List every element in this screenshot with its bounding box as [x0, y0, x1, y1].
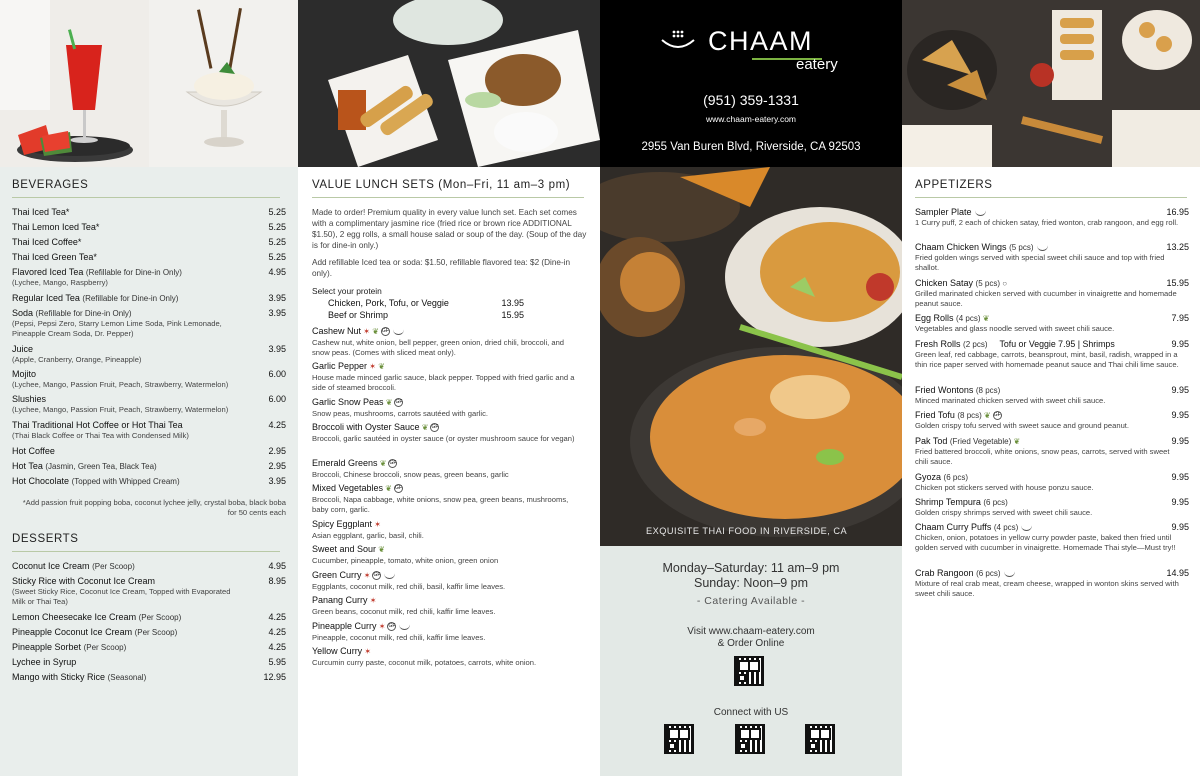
beverage-price: 5.25 — [268, 222, 286, 232]
dessert-price: 4.95 — [268, 561, 286, 571]
info-panel — [600, 0, 902, 776]
icecream-photo — [149, 0, 298, 167]
beverage-price: 3.95 — [268, 308, 286, 318]
beverage-name-text: Juice — [12, 344, 34, 354]
beverage-note: (Refillable for Dine-in Only) — [85, 268, 182, 277]
beverage-item — [12, 222, 286, 233]
dish-name-text: Sweet and Sour — [312, 544, 377, 554]
appetizer-price: 9.95 — [1171, 339, 1189, 349]
beverage-name-text: Thai Traditional Hot Coffee or Hot Thai Tea — [12, 420, 183, 430]
dish-item-desc: Broccoli, Napa cabbage, white onions, snow pea, green beans, mushrooms, baby corn, garlic. — [312, 495, 569, 514]
appetizer-name-text: Chicken Satay — [915, 278, 974, 288]
beverage-price: 2.95 — [268, 446, 286, 456]
appetizer-item — [915, 522, 1189, 533]
appetizer-desc: Fried golden wings served with special sweet chili sauce and top with fried shallot. — [915, 253, 1165, 272]
vegan-leaf-icon: ❦ — [1011, 437, 1021, 446]
dish-item-name — [312, 483, 403, 493]
appetizer-name — [915, 568, 1015, 579]
appetizers-photo — [902, 0, 1200, 167]
appetizer-name — [915, 278, 1007, 289]
dish-name-text: Mixed Vegetables — [312, 483, 384, 493]
dessert-price: 4.25 — [268, 642, 286, 652]
dish-item-name — [312, 544, 385, 554]
beverage-price: 5.25 — [268, 252, 286, 262]
dessert-name — [12, 657, 76, 668]
dish-name-text: Emerald Greens — [312, 458, 378, 468]
protein-name: Beef or Shrimp — [328, 310, 389, 320]
dessert-note: (Per Scoop) — [134, 628, 178, 637]
dish-name-text: Spicy Eggplant — [312, 519, 373, 529]
dessert-note: (Per Scoop) — [92, 562, 135, 571]
beverage-price: 3.95 — [268, 476, 286, 486]
dish-item-desc: Pineapple, coconut milk, red chili, kaffir lime leaves. — [312, 633, 486, 642]
appetizer-item — [915, 385, 1189, 396]
appetizer-name — [915, 410, 1002, 421]
protein-option — [328, 310, 524, 321]
brand-name: CHAAM — [708, 26, 814, 56]
appetizer-desc: 1 Curry puff, 2 each of chicken satay, fried wonton, crab rangoon, and egg roll. — [915, 218, 1179, 227]
social-qr-code-2[interactable] — [735, 724, 765, 754]
beverage-item — [12, 420, 286, 431]
brand-sub: eatery — [796, 56, 838, 73]
beverage-item — [12, 207, 286, 218]
appetizers-illustration — [902, 0, 1200, 167]
appetizer-name — [915, 472, 968, 483]
dish-name-text: Garlic Snow Peas — [312, 397, 384, 407]
dessert-name — [12, 576, 155, 587]
appetizer-name-text: Egg Rolls — [915, 313, 954, 323]
appetizer-note: (8 pcs) — [957, 411, 982, 420]
dish-item-desc: House made minced garlic sauce, black pepper. Topped with fried garlic and a side of steamed broccoli. — [312, 373, 575, 392]
gluten-free-icon: GF — [431, 424, 439, 431]
dessert-price: 5.95 — [268, 657, 286, 667]
food-photo — [600, 167, 902, 546]
beverage-price: 2.95 — [268, 461, 286, 471]
appetizer-price: 14.95 — [1166, 568, 1189, 578]
gluten-free-icon: GF — [389, 460, 397, 467]
dessert-name-text: Sticky Rice with Coconut Ice Cream — [12, 576, 156, 586]
beverage-name-text: Soda — [12, 308, 34, 318]
beverage-name — [12, 308, 132, 319]
beverage-name-text: Mojito — [12, 369, 37, 379]
beverage-name-text: Hot Chocolate — [12, 476, 70, 486]
dessert-item — [12, 576, 286, 587]
beverage-item — [12, 252, 286, 263]
dish-item-name — [312, 422, 439, 432]
drink-illustration — [0, 0, 149, 167]
beverage-name — [12, 461, 157, 472]
gluten-free-icon: GF — [388, 623, 396, 630]
beverage-price: 4.25 — [268, 420, 286, 430]
beverage-item — [12, 344, 286, 355]
appetizer-name-text: Fried Wontons — [915, 385, 974, 395]
appetizer-note: (4 pcs) — [993, 523, 1019, 532]
beverage-sub: (Lychee, Mango, Passion Fruit, Peach, Strawberry, Watermelon) — [12, 405, 229, 414]
beverage-name-text: Thai Lemon Iced Tea* — [12, 222, 100, 232]
appetizer-price: 9.95 — [1171, 472, 1189, 482]
appetizer-desc: Grilled marinated chicken served with cucumber in vinaigrette and homemade peanut sauce. — [915, 289, 1177, 308]
signature-smile-icon — [1004, 570, 1015, 577]
dessert-price: 12.95 — [263, 672, 286, 682]
beverage-note: (Refillable for Dine-in Only) — [82, 294, 179, 303]
chili-icon: ✶ — [372, 520, 381, 529]
gluten-free-icon: GF — [381, 328, 389, 335]
beverage-name — [12, 252, 97, 263]
beverage-price: 6.00 — [268, 369, 286, 379]
beverage-item — [12, 446, 286, 457]
dish-item-desc: Curcumin curry paste, coconut milk, potatoes, carrots, white onion. — [312, 658, 537, 667]
vegan-leaf-icon: ❦ — [981, 411, 991, 420]
dish-item-desc: Cucumber, pineapple, tomato, white onion, green onion — [312, 556, 499, 565]
beverage-price: 5.25 — [268, 207, 286, 217]
logo-icon — [658, 28, 698, 54]
appetizer-item — [915, 568, 1189, 579]
dish-name-text: Garlic Pepper — [312, 361, 368, 371]
order-qr-code[interactable] — [734, 656, 764, 686]
appetizer-name — [915, 522, 1032, 533]
beverage-item — [12, 369, 286, 380]
dessert-note: (Per Scoop) — [83, 643, 127, 652]
dish-name-text: Cashew Nut — [312, 326, 362, 336]
appetizer-price: 15.95 — [1166, 278, 1189, 288]
dessert-price: 4.25 — [268, 612, 286, 622]
beverage-name — [12, 476, 180, 487]
appetizer-price: 9.95 — [1171, 385, 1189, 395]
appetizer-note: (8 pcs) — [975, 386, 1001, 395]
satay-icon: ○ — [1000, 279, 1008, 288]
beverage-item — [12, 293, 286, 304]
food-illustration — [600, 167, 902, 546]
dish-item-desc: Snow peas, mushrooms, carrots sautéed with garlic. — [312, 409, 488, 418]
appetizer-name — [915, 385, 1000, 396]
dessert-name — [12, 561, 135, 572]
social-qr-code-1[interactable] — [664, 724, 694, 754]
protein-price: 15.95 — [501, 310, 524, 320]
appetizer-note: (2 pcs) — [963, 340, 988, 349]
protein-label: Select your protein — [312, 286, 382, 296]
address: 2955 Van Buren Blvd, Riverside, CA 92503 — [641, 141, 861, 153]
beverage-name — [12, 420, 183, 431]
appetizer-name-text: Pak Tod — [915, 436, 948, 446]
appetizer-desc: Fried battered broccoli, white onions, snow peas, carrots, served with sweet chili sauce. — [915, 447, 1170, 466]
vegan-leaf-icon: ❦ — [376, 545, 385, 554]
lunch-title: VALUE LUNCH SETS (Mon–Fri, 11 am–3 pm) — [312, 179, 571, 191]
appetizer-name-text: Gyoza — [915, 472, 942, 482]
dessert-item — [12, 627, 286, 638]
vegan-leaf-icon: ❦ — [375, 362, 385, 371]
dish-item-name — [312, 397, 403, 407]
beverage-name-text: Hot Tea — [12, 461, 43, 471]
photo-caption: EXQUISITE THAI FOOD IN RIVERSIDE, CA — [646, 526, 848, 536]
dish-item-name — [312, 326, 404, 336]
dish-name-text: Pineapple Curry — [312, 621, 377, 631]
beverages-panel — [0, 0, 298, 776]
beverage-item — [12, 308, 286, 319]
dish-name-text: Broccoli with Oyster Sauce — [312, 422, 420, 432]
dish-item-desc: Cashew nut, white onion, bell pepper, green onion, dried chili, broccoli, and snow peas. (Comes with sliced meat only). — [312, 338, 565, 357]
beverages-rule — [12, 197, 280, 198]
lunch-illustration — [298, 0, 600, 167]
dessert-name-text: Lychee in Syrup — [12, 657, 77, 667]
chili-icon: ✶ — [376, 622, 386, 631]
signature-smile-icon — [975, 209, 986, 216]
beverage-name — [12, 344, 33, 355]
appetizer-note: (6 pcs) — [943, 473, 968, 482]
dessert-name — [12, 627, 177, 638]
appetizer-item — [915, 207, 1189, 218]
gluten-free-icon: GF — [993, 412, 1001, 419]
lunch-rule — [312, 197, 584, 198]
beverage-name-text: Thai Iced Coffee* — [12, 237, 82, 247]
beverage-price: 3.95 — [268, 344, 286, 354]
beverage-name — [12, 446, 55, 457]
appetizer-name-text: Chaam Chicken Wings — [915, 242, 1007, 252]
catering-note: - Catering Available - — [696, 595, 806, 607]
appetizer-note: (5 pcs) — [1009, 243, 1034, 252]
dessert-name — [12, 642, 126, 653]
appetizer-price: 9.95 — [1171, 522, 1189, 532]
dessert-name-text: Pineapple Coconut Ice Cream — [12, 627, 133, 637]
hours-weekday: Monday–Saturday: 11 am–9 pm — [662, 561, 840, 575]
beverage-sub: (Thai Black Coffee or Thai Tea with Condensed Milk) — [12, 431, 189, 440]
beverages-footnote: *Add passion fruit popping boba, coconut lychee jelly, crystal boba, black boba for 50 cents each — [22, 498, 286, 517]
chili-icon: ✶ — [367, 362, 376, 371]
appetizer-name — [915, 436, 1020, 447]
vegan-leaf-icon: ❦ — [980, 314, 990, 323]
beverage-name — [12, 222, 99, 233]
dish-item-name — [312, 570, 395, 580]
lunch-photo — [298, 0, 600, 167]
dish-name-text: Yellow Curry — [312, 646, 363, 656]
signature-smile-icon — [1037, 244, 1048, 251]
beverage-name-text: Hot Coffee — [12, 446, 55, 456]
appetizer-item — [915, 410, 1189, 421]
appetizer-price: 9.95 — [1171, 410, 1189, 420]
appetizer-price: 7.95 — [1171, 313, 1189, 323]
beverage-price: 5.25 — [268, 237, 286, 247]
beverage-name — [12, 207, 69, 218]
dessert-name-text: Coconut Ice Cream — [12, 561, 90, 571]
beverages-title: BEVERAGES — [12, 179, 89, 191]
appetizer-name-text: Crab Rangoon — [915, 568, 974, 578]
appetizer-name-text: Fresh Rolls — [915, 339, 961, 349]
beverage-sub: (Pepsi, Pepsi Zero, Starry Lemon Lime Soda, Pink Lemonade, Pineapple Cream Soda, Dr. Pepper) — [12, 319, 222, 338]
appetizer-price: 9.95 — [1171, 497, 1189, 507]
protein-name: Chicken, Pork, Tofu, or Veggie — [328, 298, 449, 308]
beverage-price: 3.95 — [268, 293, 286, 303]
drink-photo — [0, 0, 149, 167]
beverage-sub: (Lychee, Mango, Raspberry) — [12, 278, 108, 287]
beverage-item — [12, 461, 286, 472]
appetizer-desc: Golden crispy shrimps served with sweet chili sauce. — [915, 508, 1093, 517]
appetizers-panel — [902, 0, 1200, 776]
gluten-free-icon: GF — [395, 485, 402, 492]
chili-icon: ✶ — [361, 571, 371, 580]
dish-item-desc: Green beans, coconut milk, red chili, kaffir lime leaves. — [312, 607, 496, 616]
dessert-price: 4.25 — [268, 627, 286, 637]
dish-item-desc: Eggplants, coconut milk, red chili, basil, kaffir lime leaves. — [312, 582, 506, 591]
gluten-free-icon: GF — [395, 399, 403, 406]
dish-item-name — [312, 361, 385, 371]
beverage-name — [12, 369, 36, 380]
vegan-leaf-icon: ❦ — [383, 398, 393, 407]
appetizer-price: 16.95 — [1166, 207, 1189, 217]
appetizer-item — [915, 242, 1189, 253]
appetizer-desc: Chicken pot stickers served with house ponzu sauce. — [915, 483, 1094, 492]
beverage-item — [12, 394, 286, 405]
appetizer-desc: Minced marinated chicken served with sweet chili sauce. — [915, 396, 1106, 405]
appetizer-name-text: Chaam Curry Puffs — [915, 522, 992, 532]
dessert-note: (Seasonal) — [107, 673, 147, 682]
dish-item-desc: Broccoli, garlic sautéed in oyster sauce (or oyster mushroom sauce for vegan) — [312, 434, 575, 443]
dessert-note: (Per Scoop) — [138, 613, 182, 622]
vegan-leaf-icon: ❦ — [369, 327, 379, 336]
appetizer-desc: Green leaf, red cabbage, carrots, beansprout, mint, basil, radish, wrapped in a thin rice paper served with homemade peanut sauce and Thai chili lime sauce. — [915, 350, 1179, 369]
dish-name-text: Green Curry — [312, 570, 362, 580]
beverage-item — [12, 267, 286, 278]
protein-price: 13.95 — [501, 298, 524, 308]
appetizer-item — [915, 339, 1189, 350]
appetizer-desc: Mixture of real crab meat, cream cheese, wrapped in wonton skins served with sweet chili sauce. — [915, 579, 1179, 598]
appetizer-item — [915, 313, 1189, 324]
dish-item-name — [312, 621, 410, 631]
chili-icon: ✶ — [367, 596, 377, 605]
beverage-name — [12, 237, 81, 248]
appetizer-note: (6 pcs) — [983, 498, 1008, 507]
appetizer-extra: Tofu or Veggie 7.95 | Shrimps — [999, 339, 1115, 349]
dish-item-desc: Asian eggplant, garlic, basil, chili. — [312, 531, 424, 540]
appetizer-name — [915, 207, 986, 218]
appetizer-item — [915, 278, 1189, 289]
lunch-intro: Made to order! Premium quality in every value lunch set. Each set comes with a complimentary jasmine rice (fried rice or brown rice ADDITIONAL $1.50), 2 egg rolls, a small house salad or soup of the day. (Soup of the day is for dine-in only.) — [312, 208, 587, 250]
dish-item-name — [312, 646, 371, 656]
vegan-leaf-icon: ❦ — [419, 423, 429, 432]
vegan-leaf-icon: ❦ — [383, 484, 392, 493]
appetizer-name-text: Fried Tofu — [915, 410, 955, 420]
connect-text: Connect with US — [713, 707, 789, 718]
order-text[interactable]: & Order Online — [717, 638, 785, 649]
appetizer-name-text: Sampler Plate — [915, 207, 972, 217]
appetizer-name-text: Shrimp Tempura — [915, 497, 981, 507]
appetizer-desc: Chicken, onion, potatoes in yellow curry powder paste, baked then fried until golden served with cucumber in vinaigrette. Homemade Thai style—Must try!! — [915, 533, 1176, 552]
protein-option — [328, 298, 524, 309]
dish-item-name — [312, 458, 397, 468]
appetizer-item — [915, 497, 1189, 508]
appetizer-note: (4 pcs) — [956, 314, 981, 323]
lunch-panel — [298, 0, 600, 776]
dish-item-desc: Broccoli, Chinese broccoli, snow peas, green beans, garlic — [312, 470, 509, 479]
gluten-free-icon: GF — [373, 572, 381, 579]
appetizer-price: 9.95 — [1171, 436, 1189, 446]
appetizer-note: (6 pcs) — [976, 569, 1001, 578]
appetizer-name — [915, 242, 1048, 253]
appetizer-name — [915, 339, 1115, 350]
dish-item-name — [312, 595, 376, 605]
icecream-illustration — [149, 0, 298, 167]
beverage-sub: (Apple, Cranberry, Orange, Pineapple) — [12, 355, 142, 364]
dessert-name — [12, 672, 146, 683]
dish-item-name — [312, 519, 381, 529]
lunch-refill: Add refillable Iced tea or soda: $1.50, refillable flavored tea: $2 (Dine-in only). — [312, 258, 571, 278]
phone[interactable]: (951) 359-1331 — [703, 92, 799, 108]
beverage-sub: (Lychee, Mango, Passion Fruit, Peach, Strawberry, Watermelon) — [12, 380, 229, 389]
brand-box — [600, 0, 902, 167]
dessert-sub: (Sweet Sticky Rice, Coconut Ice Cream, Topped with Evaporated Milk or Thai Tea) — [12, 587, 231, 606]
chili-icon: ✶ — [362, 647, 372, 656]
signature-smile-icon — [399, 623, 410, 630]
signature-smile-icon — [1021, 524, 1032, 531]
appetizer-note: (Fried Vegetable) — [949, 437, 1012, 446]
website[interactable]: www.chaam-eatery.com — [705, 114, 797, 124]
appetizers-rule — [915, 197, 1187, 198]
dessert-item — [12, 561, 286, 572]
appetizer-name — [915, 313, 989, 324]
desserts-title: DESSERTS — [12, 533, 79, 545]
beverage-price: 6.00 — [268, 394, 286, 404]
beverage-name — [12, 293, 178, 304]
dessert-name-text: Mango with Sticky Rice — [12, 672, 106, 682]
dessert-item — [12, 672, 286, 683]
dish-name-text: Panang Curry — [312, 595, 368, 605]
dessert-price: 8.95 — [268, 576, 286, 586]
dessert-name-text: Pineapple Sorbet — [12, 642, 82, 652]
beverage-name-text: Slushies — [12, 394, 47, 404]
beverage-name — [12, 267, 182, 278]
beverage-note: (Topped with Whipped Cream) — [71, 477, 180, 486]
appetizer-desc: Golden crispy tofu served with sweet sauce and ground peanut. — [915, 421, 1130, 430]
beverage-note: (Jasmin, Green Tea, Black Tea) — [45, 462, 157, 471]
beverage-item — [12, 237, 286, 248]
hours-sunday: Sunday: Noon–9 pm — [694, 576, 808, 590]
appetizers-title: APPETIZERS — [915, 179, 993, 191]
dessert-name — [12, 612, 181, 623]
social-qr-code-3[interactable] — [805, 724, 835, 754]
dessert-name-text: Lemon Cheesecake Ice Cream — [12, 612, 137, 622]
beverage-item — [12, 476, 286, 487]
dessert-item — [12, 642, 286, 653]
appetizer-price: 13.25 — [1166, 242, 1189, 252]
dessert-item — [12, 657, 286, 668]
beverage-name — [12, 394, 46, 405]
appetizer-item — [915, 436, 1189, 447]
desserts-rule — [12, 551, 280, 552]
appetizer-note: (5 pcs) — [975, 279, 1000, 288]
beverage-price: 4.95 — [268, 267, 286, 277]
appetizer-desc: Vegetables and glass noodle served with sweet chili sauce. — [915, 324, 1115, 333]
chili-icon: ✶ — [361, 327, 370, 336]
beverage-note: (Refillable for Dine-in Only) — [35, 309, 132, 318]
beverage-name-text: Thai Iced Tea* — [12, 207, 70, 217]
appetizer-name — [915, 497, 1008, 508]
beverage-name-text: Flavored Iced Tea — [12, 267, 84, 277]
signature-smile-icon — [384, 572, 395, 579]
visit-text[interactable]: Visit www.chaam-eatery.com — [687, 626, 815, 637]
appetizer-item — [915, 472, 1189, 483]
dessert-item — [12, 612, 286, 623]
beverage-name-text: Thai Iced Green Tea* — [12, 252, 97, 262]
beverage-name-text: Regular Iced Tea — [12, 293, 80, 303]
vegan-leaf-icon: ❦ — [377, 459, 387, 468]
signature-smile-icon — [393, 328, 404, 335]
